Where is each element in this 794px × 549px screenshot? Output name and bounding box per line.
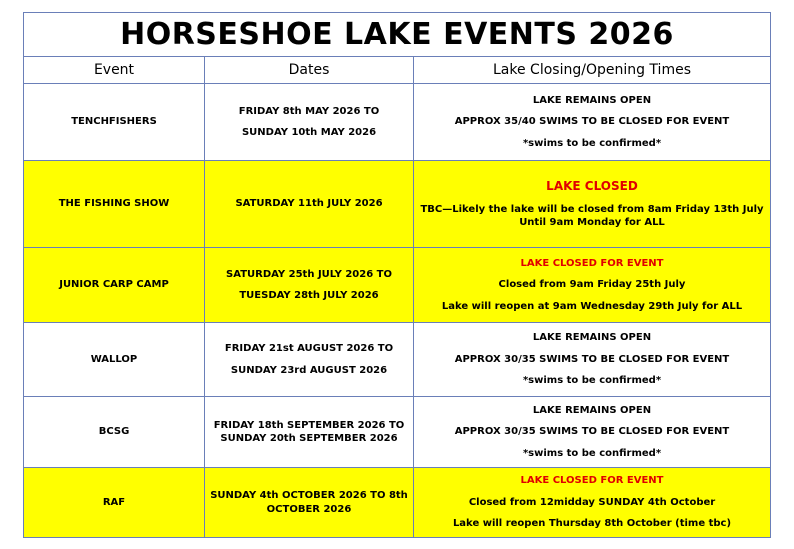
event-name: RAF xyxy=(24,468,205,538)
table-row xyxy=(24,323,771,397)
times-line: Lake will reopen Thursday 8th October (time tbc) xyxy=(452,518,732,530)
times-line: Lake will reopen at 9am Wednesday 29th July for ALL xyxy=(441,300,743,312)
dates-line: FRIDAY 18th SEPTEMBER 2026 TO xyxy=(213,419,405,431)
table-header-row xyxy=(24,57,771,84)
event-name: TENCHFISHERS xyxy=(24,84,205,161)
event-dates xyxy=(205,248,414,323)
event-name: BCSG xyxy=(24,397,205,468)
event-times xyxy=(414,323,771,397)
dates-line: SUNDAY 20th SEPTEMBER 2026 xyxy=(220,433,398,444)
times-status: LAKE REMAINS OPEN xyxy=(532,94,652,106)
times-status: LAKE CLOSED xyxy=(546,179,638,194)
event-times xyxy=(414,397,771,468)
times-line: *swims to be confirmed* xyxy=(522,137,662,149)
times-line: *swims to be confirmed* xyxy=(522,447,662,459)
dates-line: SUNDAY 10th MAY 2026 xyxy=(241,127,377,138)
times-line: *swims to be confirmed* xyxy=(522,375,662,387)
times-line: APPROX 30/35 SWIMS TO BE CLOSED FOR EVENT xyxy=(454,353,730,365)
times-line: APPROX 30/35 SWIMS TO BE CLOSED FOR EVENT xyxy=(454,426,730,438)
event-times xyxy=(414,468,771,538)
table-row xyxy=(24,397,771,468)
dates-line: SATURDAY 25th JULY 2026 TO xyxy=(226,268,392,280)
times-status: LAKE REMAINS OPEN xyxy=(532,404,652,416)
dates-line: FRIDAY 21st AUGUST 2026 TO xyxy=(224,343,394,354)
event-dates xyxy=(205,161,414,248)
event-name: JUNIOR CARP CAMP xyxy=(24,248,205,323)
event-times xyxy=(414,161,771,248)
times-line: Until 9am Monday for ALL xyxy=(519,217,665,229)
column-header-event: Event xyxy=(24,57,205,84)
dates-line: SATURDAY 11th JULY 2026 xyxy=(235,198,383,210)
times-line: TBC—Likely the lake will be closed from 8am Friday 13th July xyxy=(420,203,764,215)
times-status: LAKE CLOSED FOR EVENT xyxy=(520,475,664,487)
event-dates xyxy=(205,397,414,468)
event-times xyxy=(414,248,771,323)
events-sheet xyxy=(23,12,770,538)
events-table xyxy=(23,12,771,538)
page-title: HORSESHOE LAKE EVENTS 2026 xyxy=(24,13,771,57)
dates-line: TUESDAY 28th JULY 2026 xyxy=(239,290,379,301)
event-dates xyxy=(205,323,414,397)
times-line: Closed from 9am Friday 25th July xyxy=(498,279,686,291)
column-header-dates: Dates xyxy=(205,57,414,84)
times-status: LAKE CLOSED FOR EVENT xyxy=(520,257,664,269)
table-row xyxy=(24,248,771,323)
event-times xyxy=(414,84,771,161)
times-line: Closed from 12midday SUNDAY 4th October xyxy=(468,496,716,508)
table-row xyxy=(24,84,771,161)
event-name: WALLOP xyxy=(24,323,205,397)
times-line: APPROX 35/40 SWIMS TO BE CLOSED FOR EVENT xyxy=(454,116,730,128)
table-row xyxy=(24,468,771,538)
dates-line: SUNDAY 23rd AUGUST 2026 xyxy=(230,364,388,376)
table-row xyxy=(24,161,771,248)
column-header-times: Lake Closing/Opening Times xyxy=(414,57,771,84)
event-dates xyxy=(205,84,414,161)
times-status: LAKE REMAINS OPEN xyxy=(532,332,652,344)
dates-line: SUNDAY 4th OCTOBER 2026 TO 8th xyxy=(210,490,408,501)
dates-line: OCTOBER 2026 xyxy=(266,503,352,515)
event-dates xyxy=(205,468,414,538)
dates-line: FRIDAY 8th MAY 2026 TO xyxy=(238,105,380,117)
event-name: THE FISHING SHOW xyxy=(24,161,205,248)
